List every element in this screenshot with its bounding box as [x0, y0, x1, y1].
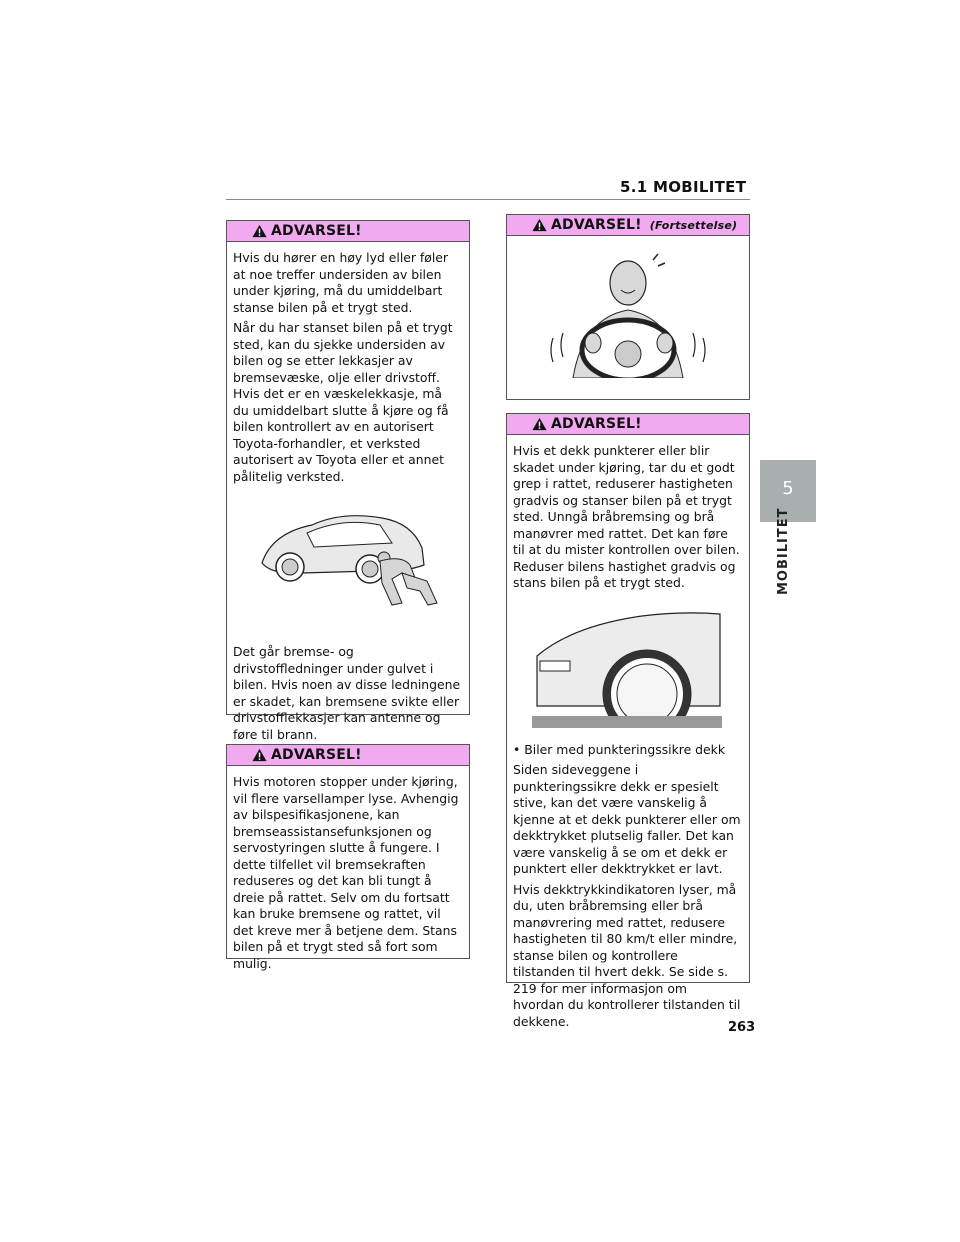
chapter-label: MOBILITET: [776, 507, 791, 595]
page-number: 263: [728, 1020, 756, 1035]
warning-header: [507, 414, 749, 435]
warning-title: ADVARSEL!: [271, 223, 362, 239]
header-rule: [226, 199, 750, 200]
car-underside-inspection-illustration: [252, 503, 442, 628]
warning-title: ADVARSEL!: [271, 747, 362, 763]
paragraph: Hvis et dekk punkterer eller blir skadet under kjøring, tar du et godt grep i rattet, reduserer hastigheten gradvis og stanser bilen på et trygt sted. Unngå bråbremsing og brå manøvrer med rattet. Det kan føre til at du mister kontrollen over bilen. Reduser bilens hastighet gradvis og stans bilen på et trygt sted.: [513, 443, 740, 590]
paragraph: Når du har stanset bilen på et trygt sted, kan du sjekke undersiden av bilen og se etter lekkasjer av bremsevæske, olje eller drivstoff. Hvis det er en væskelekkasje, må du umiddelbart slutte å kjøre og få bilen kontrollert av en autorisert Toyota-forhandler, et verksted autorisert av Toyota eller et annet pålitelig verksted.: [233, 320, 453, 484]
driver-gripping-steering-wheel-illustration: [543, 248, 713, 378]
warning-box-engine-stop: [226, 744, 470, 971]
paragraph: Det går bremse- og drivstoffledninger under gulvet i bilen. Hvis noen av disse ledningene er skadet, kan bremsene svikte eller drivstofflekkasjer kan antenne og føre til brann.: [233, 644, 461, 742]
paragraph: Hvis dekktrykkindikatoren lyser, må du, uten bråbremsing eller brå manøvrering med rattet, redusere hastigheten til 80 km/t eller mindre, stanse bilen og kontrollere tilstanden til hvert dekk. Se side s. 219 for mer informasjon om hvordan du kontrollerer tilstanden til dekkene.: [513, 881, 741, 1029]
warning-box-tire-puncture: [506, 413, 750, 1029]
warning-box-continued: [506, 214, 750, 400]
warning-header: [507, 215, 749, 236]
paragraph: Hvis du hører en høy lyd eller føler at noe treffer undersiden av bilen under kjøring, må du umiddelbart stanse bilen på et trygt sted.: [233, 250, 449, 315]
paragraph: Hvis motoren stopper under kjøring, vil flere varsellamper lyse. Avhengig av bilspesifikasjonene, kan bremseassistansefunksjonen og servostyringen slutte å fungere. I dette tilfellet vil bremsekraften reduseres og det kan bli tungt å dreie på rattet. Selv om du fortsatt kan bruke bremsene og rattet, vil det kreve mer å betjene dem. Stans bilen på et trygt sted så fort som mulig.: [233, 774, 459, 971]
warning-header: [227, 745, 469, 766]
warning-triangle-icon: [532, 218, 547, 232]
warning-header: [227, 221, 469, 242]
warning-triangle-icon: [252, 224, 267, 238]
warning-box-underside: [226, 220, 470, 742]
warning-title: ADVARSEL!: [551, 416, 642, 432]
warning-subtitle: (Fortsettelse): [649, 218, 738, 232]
chapter-number: 5: [782, 478, 794, 499]
section-header: 5.1 MOBILITET: [620, 178, 747, 196]
front-tire-illustration: [532, 606, 722, 728]
warning-triangle-icon: [532, 417, 547, 431]
bullet-item: • Biler med punkteringssikre dekk: [513, 741, 726, 757]
paragraph: Siden sideveggene i punkteringssikre dekk er spesielt stive, kan det være vanskelig å kjenne at et dekk punkterer eller om dekktrykket plutselig faller. Det kan være vanskelig å se om et dekk er punktert eller dekktrykket er lavt.: [513, 762, 741, 876]
warning-title: ADVARSEL!: [551, 217, 642, 233]
warning-triangle-icon: [252, 748, 267, 762]
